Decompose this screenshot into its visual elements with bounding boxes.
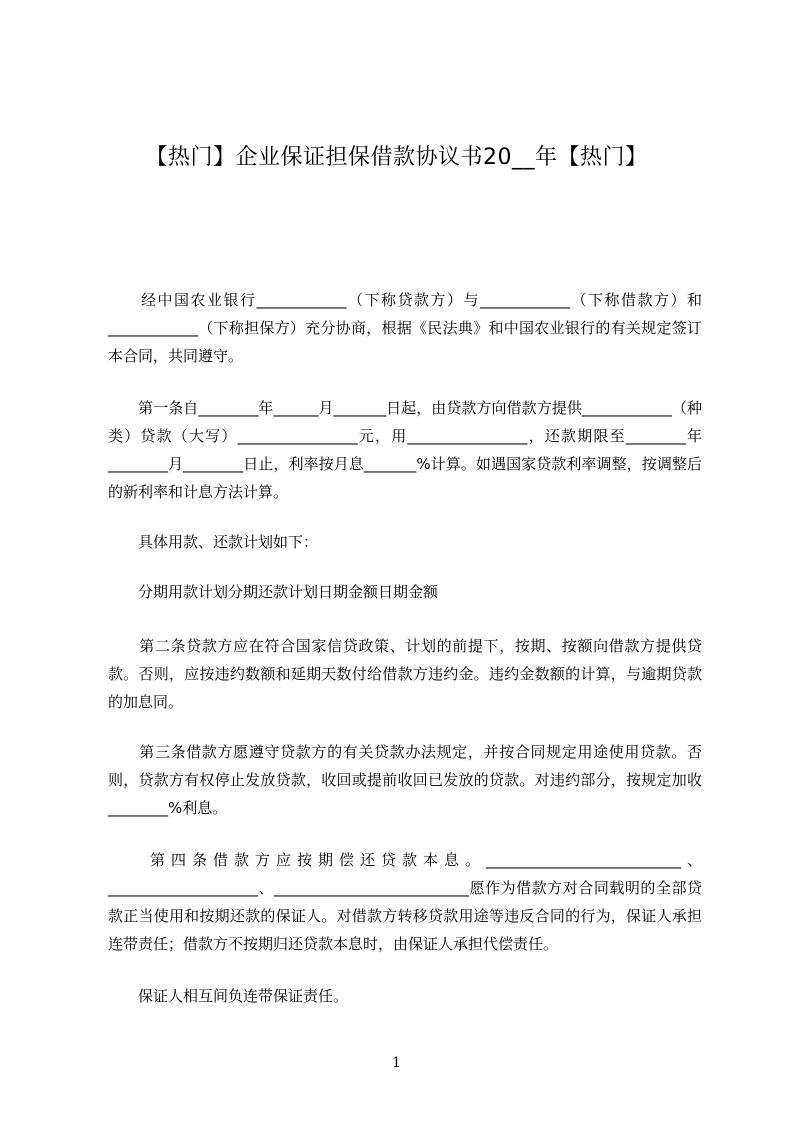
paragraph-preamble: 经中国农业银行____________（下称贷款方）与____________（下称借款方）和____________（下称担保方）充分协商，根据《民法典》和中国农业银行的有关规定签订本合同，共同遵守。 bbox=[108, 291, 702, 365]
paragraph-article-2: 第二条贷款方应在符合国家信贷政策、计划的前提下，按期、按额向借款方提供贷款。否则，应按违约数额和延期天数付给借款方违约金。违约金数额的计算，与逾期贷款的加息同。 bbox=[108, 637, 702, 711]
paragraph-plan-intro: 具体用款、还款计划如下： bbox=[108, 533, 319, 551]
paragraph-plan-table-header: 分期用款计划分期还款计划日期金额日期金额 bbox=[108, 583, 439, 601]
paragraph-article-4: 第四条借款方应按期偿还贷款本息。__________________________、____________________、__________________________愿作为借款方对合同载明的全部贷款正当使用和按期还款的保证人。对借款方转移贷款用途等违反合同的行为，保证人承担连带责任；借款方不按期归还贷款本息时，由保证人承担代偿责任。 bbox=[108, 851, 702, 953]
paragraph-joint-guarantee: 保证人相互间负连带保证责任。 bbox=[108, 987, 349, 1005]
document-title: 【热门】企业保证担保借款协议书20__年【热门】 bbox=[145, 145, 648, 170]
paragraph-article-3: 第三条借款方愿遵守贷款方的有关贷款办法规定，并按合同规定用途使用贷款。否则，贷款方有权停止发放贷款，收回或提前收回已发放的贷款。对违约部分，按规定加收________%利息。 bbox=[108, 743, 702, 817]
paragraph-article-1: 第一条自________年______月_______日起，由贷款方向借款方提供____________（种类）贷款（大写）________________元，用________________，还款期限至________年________月________日止，利率按月息_______%计算。如遇国家贷款利率调整，按调整后的新利率和计息方法计算。 bbox=[108, 399, 702, 501]
page-number: 1 bbox=[392, 1055, 401, 1071]
